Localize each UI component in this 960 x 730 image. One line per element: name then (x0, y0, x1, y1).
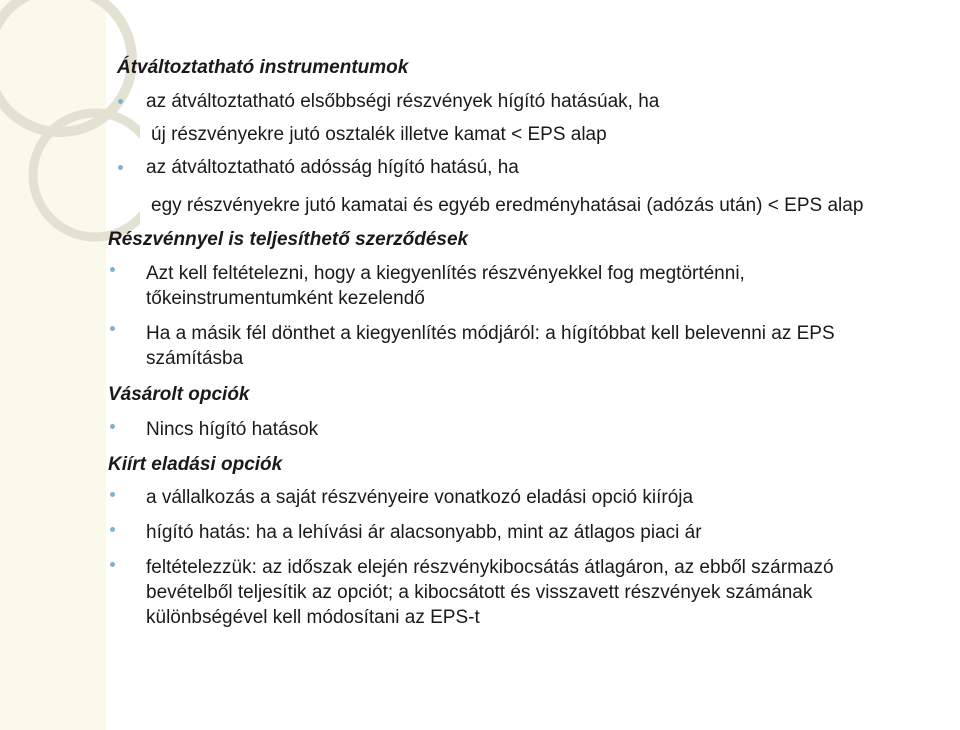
bullet-marker (110, 527, 115, 532)
heading-written-put-options: Kiírt eladási opciók (108, 454, 283, 475)
bullet-marker (110, 492, 115, 497)
bullet-text: Azt kell feltételezni, hogy a kiegyenlítés részvényekkel fog megtörténni, (146, 263, 745, 284)
bullet-marker (118, 99, 123, 104)
bullet-marker (118, 165, 123, 170)
heading-convertible-instruments: Átváltoztatható instrumentumok (117, 57, 409, 78)
bullet-text-continuation: egy részvényekre jutó kamatai és egyéb eredményhatásai (adózás után) < EPS alap (151, 195, 864, 216)
bullet-text: hígító hatás: ha a lehívási ár alacsonyabb, mint az átlagos piaci ár (146, 522, 702, 543)
bullet-text: az átváltoztatható elsőbbségi részvények hígító hatásúak, ha (146, 91, 660, 112)
bullet-text: Ha a másik fél dönthet a kiegyenlítés módjáról: a hígítóbbat kell belevenni az EPS (146, 323, 835, 344)
bullet-text-continuation: különbségével kell módosítani az EPS-t (146, 607, 480, 628)
bullet-marker (110, 326, 115, 331)
bullet-marker (110, 267, 115, 272)
bullet-text: feltételezzük: az időszak elején részvénykibocsátás átlagáron, az ebből származó (146, 557, 834, 578)
bullet-marker (110, 424, 115, 429)
heading-purchased-options: Vásárolt opciók (108, 384, 250, 405)
bullet-text: az átváltoztatható adósság hígító hatású, ha (146, 157, 519, 178)
bullet-text-continuation: új részvényekre jutó osztalék illetve kamat < EPS alap (151, 124, 607, 145)
bullet-text-continuation: tőkeinstrumentumként kezelendő (146, 288, 425, 309)
bullet-text: a vállalkozás a saját részvényeire vonatkozó eladási opció kiírója (146, 487, 694, 508)
heading-share-settled-contracts: Részvénnyel is teljesíthető szerződések (108, 229, 469, 250)
bullet-text-continuation: bevételből teljesítik az opciót; a kibocsátott és visszavett részvények számának (146, 582, 813, 603)
bullet-text: Nincs hígító hatások (146, 419, 319, 440)
bullet-marker (110, 562, 115, 567)
bullet-text-continuation: számításba (146, 348, 244, 369)
